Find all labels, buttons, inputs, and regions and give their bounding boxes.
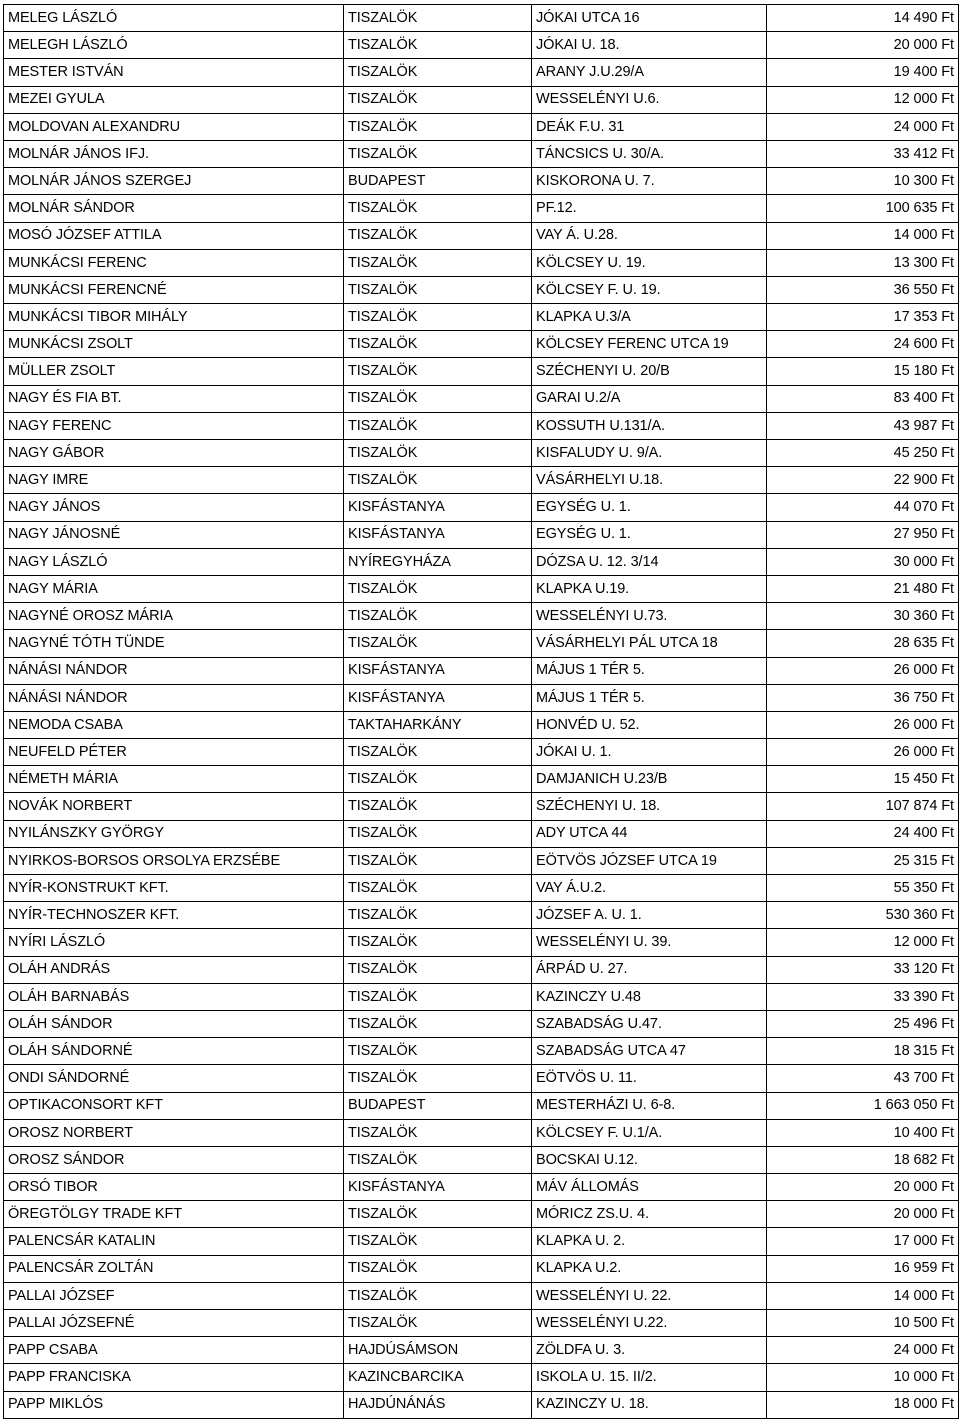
city-cell: TAKTAHARKÁNY [344,711,532,738]
city-cell: TISZALÖK [344,1282,532,1309]
amount-cell: 22 900 Ft [767,467,959,494]
table-row [4,331,959,358]
name-cell: NYIRKOS-BORSOS ORSOLYA ERZSÉBE [4,847,344,874]
name-cell: PALENCSÁR ZOLTÁN [4,1255,344,1282]
name-cell: NÉMETH MÁRIA [4,766,344,793]
city-cell: TISZALÖK [344,1065,532,1092]
city-cell: TISZALÖK [344,358,532,385]
amount-cell: 36 750 Ft [767,684,959,711]
city-cell: TISZALÖK [344,86,532,113]
name-cell: MOLNÁR JÁNOS SZERGEJ [4,168,344,195]
table-row [4,1038,959,1065]
city-cell: TISZALÖK [344,195,532,222]
name-cell: OLÁH ANDRÁS [4,956,344,983]
address-cell: KLAPKA U.3/A [532,304,767,331]
address-cell: SZABADSÁG U.47. [532,1010,767,1037]
table-row [4,956,959,983]
name-cell: NAGY JÁNOS [4,494,344,521]
address-cell: KAZINCZY U. 18. [532,1391,767,1418]
address-cell: SZÉCHENYI U. 20/B [532,358,767,385]
name-cell: NAGY ÉS FIA BT. [4,385,344,412]
name-cell: NAGYNÉ TÓTH TÜNDE [4,630,344,657]
city-cell: KISFÁSTANYA [344,657,532,684]
city-cell: TISZALÖK [344,59,532,86]
amount-cell: 36 550 Ft [767,276,959,303]
amount-cell: 12 000 Ft [767,929,959,956]
table-row [4,140,959,167]
name-cell: MELEGH LÁSZLÓ [4,32,344,59]
amount-cell: 27 950 Ft [767,521,959,548]
address-cell: KLAPKA U. 2. [532,1228,767,1255]
city-cell: TISZALÖK [344,440,532,467]
city-cell: KISFÁSTANYA [344,684,532,711]
city-cell: TISZALÖK [344,1228,532,1255]
amount-cell: 26 000 Ft [767,711,959,738]
table-row [4,1337,959,1364]
table-row [4,847,959,874]
amount-cell: 14 000 Ft [767,1282,959,1309]
city-cell: TISZALÖK [344,766,532,793]
amount-cell: 33 390 Ft [767,983,959,1010]
table-row [4,86,959,113]
amount-cell: 10 500 Ft [767,1310,959,1337]
table-row [4,32,959,59]
records-body [4,5,959,1419]
name-cell: NÁNÁSI NÁNDOR [4,684,344,711]
city-cell: TISZALÖK [344,929,532,956]
address-cell: KÖLCSEY FERENC UTCA 19 [532,331,767,358]
address-cell: VÁSÁRHELYI PÁL UTCA 18 [532,630,767,657]
name-cell: OPTIKACONSORT KFT [4,1092,344,1119]
name-cell: MUNKÁCSI FERENCNÉ [4,276,344,303]
amount-cell: 55 350 Ft [767,875,959,902]
amount-cell: 10 300 Ft [767,168,959,195]
table-row [4,1092,959,1119]
address-cell: BOCSKAI U.12. [532,1146,767,1173]
name-cell: NEMODA CSABA [4,711,344,738]
address-cell: KLAPKA U.2. [532,1255,767,1282]
table-row [4,793,959,820]
city-cell: TISZALÖK [344,739,532,766]
city-cell: TISZALÖK [344,222,532,249]
name-cell: NYILÁNSZKY GYÖRGY [4,820,344,847]
address-cell: DEÁK F.U. 31 [532,113,767,140]
address-cell: KLAPKA U.19. [532,575,767,602]
city-cell: TISZALÖK [344,140,532,167]
address-cell: KÖLCSEY F. U.1/A. [532,1119,767,1146]
table-row [4,1310,959,1337]
city-cell: KAZINCBARCIKA [344,1364,532,1391]
city-cell: TISZALÖK [344,304,532,331]
table-row [4,711,959,738]
amount-cell: 24 000 Ft [767,113,959,140]
name-cell: ONDI SÁNDORNÉ [4,1065,344,1092]
table-row [4,1174,959,1201]
name-cell: OLÁH SÁNDORNÉ [4,1038,344,1065]
address-cell: KAZINCZY U.48 [532,983,767,1010]
city-cell: TISZALÖK [344,467,532,494]
amount-cell: 17 000 Ft [767,1228,959,1255]
address-cell: KOSSUTH U.131/A. [532,412,767,439]
address-cell: JÓKAI U. 18. [532,32,767,59]
address-cell: EGYSÉG U. 1. [532,494,767,521]
address-cell: MÁV ÁLLOMÁS [532,1174,767,1201]
city-cell: TISZALÖK [344,575,532,602]
name-cell: MUNKÁCSI ZSOLT [4,331,344,358]
table-row [4,168,959,195]
amount-cell: 21 480 Ft [767,575,959,602]
city-cell: TISZALÖK [344,32,532,59]
city-cell: TISZALÖK [344,847,532,874]
city-cell: TISZALÖK [344,113,532,140]
amount-cell: 12 000 Ft [767,86,959,113]
address-cell: HONVÉD U. 52. [532,711,767,738]
table-row [4,902,959,929]
address-cell: ARANY J.U.29/A [532,59,767,86]
amount-cell: 45 250 Ft [767,440,959,467]
table-row [4,412,959,439]
amount-cell: 530 360 Ft [767,902,959,929]
table-row [4,766,959,793]
address-cell: ZÖLDFA U. 3. [532,1337,767,1364]
amount-cell: 24 600 Ft [767,331,959,358]
name-cell: NAGY MÁRIA [4,575,344,602]
name-cell: MOLDOVAN ALEXANDRU [4,113,344,140]
table-row [4,1010,959,1037]
name-cell: NAGY IMRE [4,467,344,494]
city-cell: TISZALÖK [344,875,532,902]
amount-cell: 14 000 Ft [767,222,959,249]
amount-cell: 43 987 Ft [767,412,959,439]
name-cell: PAPP FRANCISKA [4,1364,344,1391]
city-cell: TISZALÖK [344,603,532,630]
name-cell: NAGY JÁNOSNÉ [4,521,344,548]
city-cell: TISZALÖK [344,902,532,929]
name-cell: OLÁH BARNABÁS [4,983,344,1010]
amount-cell: 28 635 Ft [767,630,959,657]
name-cell: NYÍR-KONSTRUKT KFT. [4,875,344,902]
table-row [4,494,959,521]
name-cell: PALLAI JÓZSEFNÉ [4,1310,344,1337]
table-row [4,59,959,86]
name-cell: MOLNÁR JÁNOS IFJ. [4,140,344,167]
table-row [4,521,959,548]
city-cell: TISZALÖK [344,385,532,412]
name-cell: MEZEI GYULA [4,86,344,113]
table-row [4,739,959,766]
amount-cell: 20 000 Ft [767,1201,959,1228]
city-cell: HAJDÚSÁMSON [344,1337,532,1364]
table-row [4,1065,959,1092]
name-cell: NEUFELD PÉTER [4,739,344,766]
city-cell: KISFÁSTANYA [344,521,532,548]
name-cell: OROSZ NORBERT [4,1119,344,1146]
address-cell: ADY UTCA 44 [532,820,767,847]
city-cell: TISZALÖK [344,1310,532,1337]
table-row [4,575,959,602]
address-cell: WESSELÉNYI U.22. [532,1310,767,1337]
amount-cell: 13 300 Ft [767,249,959,276]
address-cell: SZÉCHENYI U. 18. [532,793,767,820]
address-cell: DÓZSA U. 12. 3/14 [532,548,767,575]
table-row [4,385,959,412]
city-cell: TISZALÖK [344,412,532,439]
city-cell: TISZALÖK [344,1255,532,1282]
table-row [4,358,959,385]
amount-cell: 83 400 Ft [767,385,959,412]
amount-cell: 18 682 Ft [767,1146,959,1173]
amount-cell: 26 000 Ft [767,739,959,766]
address-cell: VAY Á. U.28. [532,222,767,249]
amount-cell: 100 635 Ft [767,195,959,222]
amount-cell: 25 315 Ft [767,847,959,874]
table-row [4,630,959,657]
amount-cell: 30 000 Ft [767,548,959,575]
table-row [4,195,959,222]
address-cell: MÓRICZ ZS.U. 4. [532,1201,767,1228]
amount-cell: 19 400 Ft [767,59,959,86]
table-row [4,1228,959,1255]
table-row [4,1201,959,1228]
table-row [4,1255,959,1282]
table-row [4,875,959,902]
table-row [4,276,959,303]
address-cell: KISFALUDY U. 9/A. [532,440,767,467]
amount-cell: 14 490 Ft [767,5,959,32]
address-cell: PF.12. [532,195,767,222]
records-table [3,4,959,1419]
table-row [4,5,959,32]
name-cell: NAGYNÉ OROSZ MÁRIA [4,603,344,630]
address-cell: KISKORONA U. 7. [532,168,767,195]
city-cell: TISZALÖK [344,1146,532,1173]
address-cell: WESSELÉNYI U.73. [532,603,767,630]
amount-cell: 10 400 Ft [767,1119,959,1146]
amount-cell: 30 360 Ft [767,603,959,630]
table-row [4,440,959,467]
amount-cell: 15 180 Ft [767,358,959,385]
table-row [4,467,959,494]
table-row [4,1146,959,1173]
address-cell: MÁJUS 1 TÉR 5. [532,684,767,711]
city-cell: TISZALÖK [344,793,532,820]
address-cell: GARAI U.2/A [532,385,767,412]
amount-cell: 20 000 Ft [767,1174,959,1201]
city-cell: TISZALÖK [344,630,532,657]
amount-cell: 18 000 Ft [767,1391,959,1418]
amount-cell: 25 496 Ft [767,1010,959,1037]
table-row [4,684,959,711]
name-cell: NYÍR-TECHNOSZER KFT. [4,902,344,929]
table-row [4,113,959,140]
city-cell: BUDAPEST [344,168,532,195]
address-cell: WESSELÉNYI U. 22. [532,1282,767,1309]
table-row [4,1119,959,1146]
table-row [4,222,959,249]
name-cell: NAGY GÁBOR [4,440,344,467]
address-cell: JÓKAI UTCA 16 [532,5,767,32]
name-cell: PALENCSÁR KATALIN [4,1228,344,1255]
address-cell: VÁSÁRHELYI U.18. [532,467,767,494]
table-row [4,929,959,956]
amount-cell: 15 450 Ft [767,766,959,793]
table-row [4,304,959,331]
amount-cell: 44 070 Ft [767,494,959,521]
city-cell: TISZALÖK [344,1038,532,1065]
address-cell: DAMJANICH U.23/B [532,766,767,793]
city-cell: HAJDÚNÁNÁS [344,1391,532,1418]
address-cell: VAY Á.U.2. [532,875,767,902]
name-cell: MELEG LÁSZLÓ [4,5,344,32]
table-row [4,548,959,575]
amount-cell: 16 959 Ft [767,1255,959,1282]
city-cell: TISZALÖK [344,1010,532,1037]
table-row [4,1391,959,1418]
amount-cell: 18 315 Ft [767,1038,959,1065]
address-cell: SZABADSÁG UTCA 47 [532,1038,767,1065]
amount-cell: 1 663 050 Ft [767,1092,959,1119]
name-cell: PALLAI JÓZSEF [4,1282,344,1309]
address-cell: JÓZSEF A. U. 1. [532,902,767,929]
amount-cell: 24 000 Ft [767,1337,959,1364]
amount-cell: 10 000 Ft [767,1364,959,1391]
address-cell: TÁNCSICS U. 30/A. [532,140,767,167]
address-cell: MESTERHÁZI U. 6-8. [532,1092,767,1119]
name-cell: MESTER ISTVÁN [4,59,344,86]
city-cell: TISZALÖK [344,956,532,983]
address-cell: ISKOLA U. 15. II/2. [532,1364,767,1391]
city-cell: NYÍREGYHÁZA [344,548,532,575]
address-cell: ÁRPÁD U. 27. [532,956,767,983]
amount-cell: 20 000 Ft [767,32,959,59]
amount-cell: 26 000 Ft [767,657,959,684]
city-cell: TISZALÖK [344,1119,532,1146]
city-cell: TISZALÖK [344,1201,532,1228]
address-cell: EÖTVÖS JÓZSEF UTCA 19 [532,847,767,874]
name-cell: NAGY FERENC [4,412,344,439]
address-cell: JÓKAI U. 1. [532,739,767,766]
city-cell: KISFÁSTANYA [344,1174,532,1201]
name-cell: ÖREGTÖLGY TRADE KFT [4,1201,344,1228]
city-cell: BUDAPEST [344,1092,532,1119]
amount-cell: 33 120 Ft [767,956,959,983]
name-cell: OROSZ SÁNDOR [4,1146,344,1173]
address-cell: KÖLCSEY F. U. 19. [532,276,767,303]
name-cell: NOVÁK NORBERT [4,793,344,820]
address-cell: EGYSÉG U. 1. [532,521,767,548]
name-cell: NAGY LÁSZLÓ [4,548,344,575]
city-cell: TISZALÖK [344,276,532,303]
name-cell: MOSÓ JÓZSEF ATTILA [4,222,344,249]
table-row [4,1364,959,1391]
amount-cell: 33 412 Ft [767,140,959,167]
amount-cell: 24 400 Ft [767,820,959,847]
amount-cell: 17 353 Ft [767,304,959,331]
table-row [4,983,959,1010]
name-cell: PAPP MIKLÓS [4,1391,344,1418]
city-cell: TISZALÖK [344,983,532,1010]
address-cell: EÖTVÖS U. 11. [532,1065,767,1092]
amount-cell: 43 700 Ft [767,1065,959,1092]
name-cell: MOLNÁR SÁNDOR [4,195,344,222]
table-row [4,1282,959,1309]
name-cell: NYÍRI LÁSZLÓ [4,929,344,956]
city-cell: TISZALÖK [344,5,532,32]
name-cell: MÜLLER ZSOLT [4,358,344,385]
city-cell: KISFÁSTANYA [344,494,532,521]
name-cell: MUNKÁCSI TIBOR MIHÁLY [4,304,344,331]
address-cell: KÖLCSEY U. 19. [532,249,767,276]
name-cell: PAPP CSABA [4,1337,344,1364]
city-cell: TISZALÖK [344,331,532,358]
table-row [4,820,959,847]
address-cell: MÁJUS 1 TÉR 5. [532,657,767,684]
name-cell: MUNKÁCSI FERENC [4,249,344,276]
address-cell: WESSELÉNYI U.6. [532,86,767,113]
address-cell: WESSELÉNYI U. 39. [532,929,767,956]
amount-cell: 107 874 Ft [767,793,959,820]
name-cell: OLÁH SÁNDOR [4,1010,344,1037]
table-row [4,603,959,630]
city-cell: TISZALÖK [344,249,532,276]
name-cell: ORSÓ TIBOR [4,1174,344,1201]
name-cell: NÁNÁSI NÁNDOR [4,657,344,684]
table-row [4,249,959,276]
city-cell: TISZALÖK [344,820,532,847]
table-row [4,657,959,684]
